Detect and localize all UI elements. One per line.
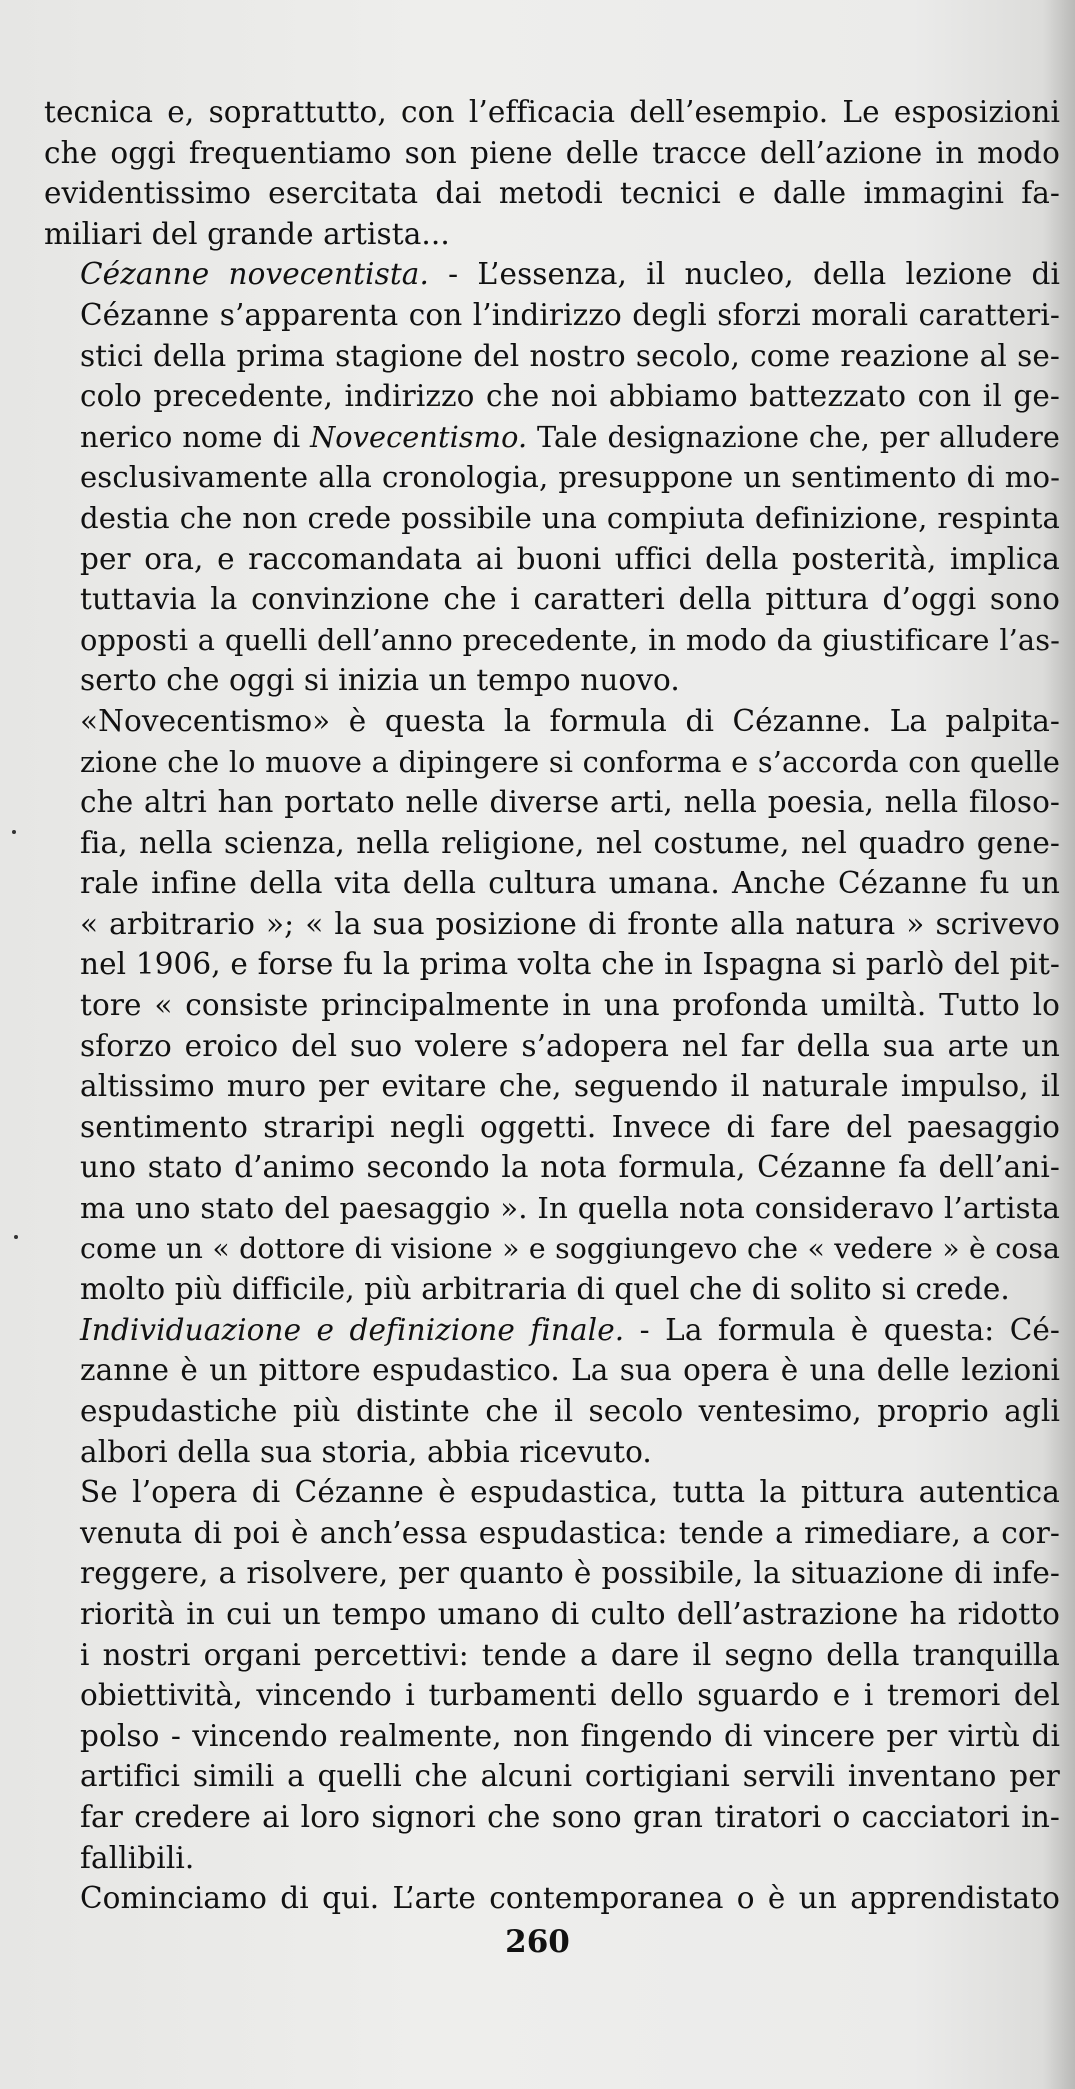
text-line: che altri han portato nelle diverse arti, nella poesia, nella filoso- — [80, 785, 1060, 820]
margin-dot — [12, 830, 16, 834]
text-line: che oggi frequentiamo son piene delle tracce dell’azione in modo — [44, 135, 1060, 170]
text-line: come un « dottore di visione » e soggiungevo che « vedere » è cosa — [80, 1231, 1060, 1265]
text-line — [44, 1310, 1060, 1351]
text-line: molto più difficile, più arbitraria di quel che di solito si crede. — [80, 1272, 1010, 1307]
text-line: reggere, a risolvere, per quanto è possibile, la situazione di infe- — [80, 1556, 1060, 1591]
text-line: fia, nella scienza, nella religione, nel costume, nel quadro gene- — [80, 825, 1060, 860]
text-line: polso - vincendo realmente, non fingendo di vincere per virtù di — [80, 1718, 1060, 1753]
text-line: far credere ai loro signori che sono gran tiratori o cacciatori in- — [80, 1799, 1060, 1834]
text-line: Se l’opera di Cézanne è espudastica, tutta la pittura autentica — [80, 1475, 1060, 1510]
text-line: tuttavia la convinzione che i caratteri della pittura d’oggi sono — [80, 582, 1060, 617]
text-line: sentimento straripi negli oggetti. Invece di fare del paesaggio — [80, 1109, 1060, 1144]
text-line: Cominciamo di qui. L’arte contemporanea o è un apprendistato — [80, 1881, 1060, 1916]
text-line: Cézanne s’apparenta con l’indirizzo degli sforzi morali caratteri- — [80, 297, 1060, 332]
text-line: sforzo eroico del suo volere s’adopera nel far della sua arte un — [80, 1028, 1060, 1063]
text-fragment: - La formula è questa: Cé- — [624, 1312, 1061, 1347]
text-line: nel 1906, e forse fu la prima volta che in Ispagna si parlò del pit- — [80, 947, 1060, 982]
text-line: venuta di poi è anch’essa espudastica: tende a rimediare, a cor- — [80, 1515, 1060, 1550]
text-line: artifici simili a quelli che alcuni cortigiani servili inventano per — [80, 1759, 1060, 1794]
text-line: riorità in cui un tempo umano di culto dell’astrazione ha ridotto — [80, 1596, 1060, 1631]
text-line: zanne è un pittore espudastico. La sua opera è una delle lezioni — [80, 1353, 1060, 1388]
text-line: miliari del grande artista... — [44, 216, 450, 251]
text-line: « arbitrario »; « la sua posizione di fronte alla natura » scrivevo — [80, 906, 1060, 941]
text-line: rale infine della vita della cultura umana. Anche Cézanne fu un — [80, 866, 1060, 901]
text-line: tecnica e, soprattutto, con l’efficacia dell’esempio. Le esposizioni — [44, 95, 1060, 129]
text-line: zione che lo muove a dipingere si conforma e s’accorda con quelle — [80, 744, 1060, 779]
margin-dot — [14, 1235, 18, 1239]
paragraph-cominciamo — [44, 1878, 1060, 1919]
text-line: opposti a quelli dell’anno precedente, in modo da giustificare l’as- — [80, 622, 1060, 657]
paragraph-individuazione — [44, 1310, 1060, 1472]
italic-term-novecentismo: Novecentismo. — [310, 419, 528, 454]
section-heading-individuazione: Individuazione e definizione finale. — [80, 1312, 625, 1347]
text-line: serto che oggi si inizia un tempo nuovo. — [80, 663, 680, 698]
text-line: «Novecentismo» è questa la formula di Cézanne. La palpita- — [80, 703, 1060, 738]
text-line — [44, 417, 1060, 458]
text-line: stici della prima stagione del nostro secolo, come reazione al se- — [80, 338, 1060, 373]
text-line: esclusivamente alla cronologia, presuppone un sentimento di mo- — [80, 460, 1060, 495]
text-line: tore « consiste principalmente in una profonda umiltà. Tutto lo — [80, 988, 1060, 1023]
text-line: fallibili. — [80, 1840, 195, 1875]
text-line: espudastiche più distinte che il secolo ventesimo, proprio agli — [80, 1394, 1060, 1428]
text-line: ma uno stato del paesaggio ». In quella nota consideravo l’artista — [80, 1191, 1060, 1226]
paragraph-cezanne-novecentista — [44, 254, 1060, 701]
section-heading-cezanne-novecentista: Cézanne novecentista. — [80, 257, 429, 292]
paragraph-espudastica — [44, 1472, 1060, 1878]
text-fragment: - L’essenza, il nucleo, della lezione di — [428, 257, 1060, 292]
text-fragment: nerico nome di — [80, 419, 311, 454]
text-line: destia che non crede possibile una compiuta definizione, respinta — [80, 500, 1060, 535]
text-line: colo precedente, indirizzo che noi abbiamo battezzato con il ge- — [80, 379, 1060, 414]
text-line: obiettività, vincendo i turbamenti dello sguardo e i tremori del — [80, 1678, 1060, 1713]
text-line: per ora, e raccomandata ai buoni uffici della posterità, implica — [80, 541, 1060, 576]
text-line: albori della sua storia, abbia ricevuto. — [80, 1434, 652, 1469]
page-number: 260 — [505, 1924, 570, 1960]
text-line: i nostri organi percettivi: tende a dare il segno della tranquilla — [80, 1637, 1060, 1672]
body-text — [44, 92, 1060, 1919]
text-line: uno stato d’animo secondo la nota formula, Cézanne fa dell’ani- — [80, 1150, 1060, 1185]
text-fragment: Tale designazione che, per alludere — [527, 419, 1060, 454]
text-line: altissimo muro per evitare che, seguendo il naturale impulso, il — [80, 1069, 1060, 1104]
paragraph-1 — [44, 92, 1060, 254]
paragraph-novecentismo — [44, 701, 1060, 1310]
text-line — [44, 254, 1060, 295]
text-line: evidentissimo esercitata dai metodi tecnici e dalle immagini fa- — [44, 176, 1060, 211]
